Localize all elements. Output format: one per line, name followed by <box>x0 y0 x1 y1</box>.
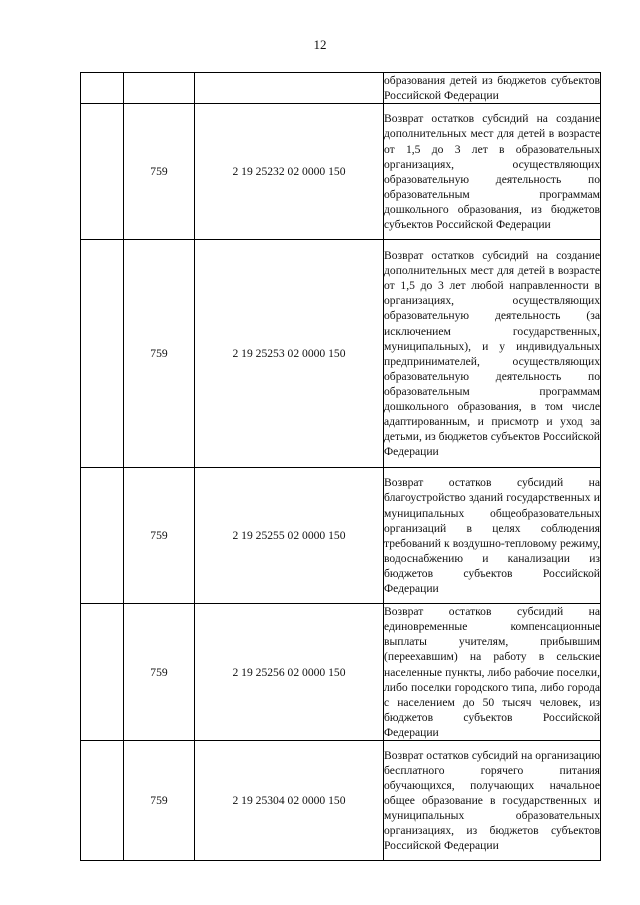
income-name-text: Возврат остатков субсидий на благоустройство зданий государственных и муниципальных общеобразовательных организаций в целях соблюдения требований к воздушно-тепловому режиму, водоснабжению и канализации из бюджетов субъектов Российской Федерации <box>384 476 600 595</box>
income-name-text: Возврат остатков субсидий на создание дополнительных мест для детей в возрасте от 1,5 до 3 лет любой направленности в организациях, осуществляющих образовательную деятельность (за исключением государственных, муниципальных), и у индивидуальных предпринимателей, осуществляющих образовательную деятельность по образовательным программам дошкольного образования, в том числе адаптированным, и присмотр и уход за детьми, из бюджетов субъектов Российской Федерации <box>384 249 600 459</box>
table-row <box>81 468 601 604</box>
row-number-cell <box>81 604 124 741</box>
income-name-cell <box>384 468 601 604</box>
admin-code-cell: 759 <box>124 741 195 861</box>
budget-code-cell: 2 19 25253 02 0000 150 <box>195 240 384 468</box>
income-name-text: Возврат остатков субсидий на организацию бесплатного горячего питания обучающихся, получающих начальное общее образование в государственных и муниципальных образовательных организациях, из бюджетов субъектов Российской Федерации <box>384 748 600 853</box>
row-number-cell <box>81 73 124 104</box>
income-name-cell <box>384 741 601 861</box>
admin-code-cell <box>124 73 195 104</box>
income-name-cell <box>384 604 601 741</box>
income-name-text: образования детей из бюджетов субъектов Российской Федерации <box>384 74 600 103</box>
admin-code-cell: 759 <box>124 104 195 240</box>
page-number: 12 <box>313 37 327 52</box>
table-row <box>81 741 601 861</box>
budget-code-cell: 2 19 25304 02 0000 150 <box>195 741 384 861</box>
admin-code-cell: 759 <box>124 468 195 604</box>
budget-code-cell: 2 19 25232 02 0000 150 <box>195 104 384 240</box>
row-number-cell <box>81 104 124 240</box>
table-row <box>81 104 601 240</box>
income-name-cell <box>384 104 601 240</box>
table-row <box>81 73 601 104</box>
budget-codes-table <box>80 72 601 861</box>
income-name-text: Возврат остатков субсидий на создание дополнительных мест для детей в возрасте от 1,5 до 3 лет в образовательных организациях, осуществляющих образовательную деятельность по образовательным программам дошкольного образования, из бюджетов субъектов Российской Федерации <box>384 112 600 231</box>
admin-code-cell: 759 <box>124 240 195 468</box>
table-row <box>81 240 601 468</box>
income-name-cell <box>384 240 601 468</box>
row-number-cell <box>81 468 124 604</box>
budget-code-cell <box>195 73 384 104</box>
admin-code-cell: 759 <box>124 604 195 741</box>
budget-code-cell: 2 19 25256 02 0000 150 <box>195 604 384 741</box>
row-number-cell <box>81 741 124 861</box>
income-name-cell <box>384 73 601 104</box>
budget-code-cell: 2 19 25255 02 0000 150 <box>195 468 384 604</box>
table-row <box>81 604 601 741</box>
income-name-text: Возврат остатков субсидий на единовременные компенсационные выплаты учителям, прибывшим (переехавшим) на работу в сельские населенные пункты, либо рабочие поселки, либо поселки городского типа, либо города с населением до 50 тысяч человек, из бюджетов субъектов Российской Федерации <box>384 605 600 739</box>
row-number-cell <box>81 240 124 468</box>
